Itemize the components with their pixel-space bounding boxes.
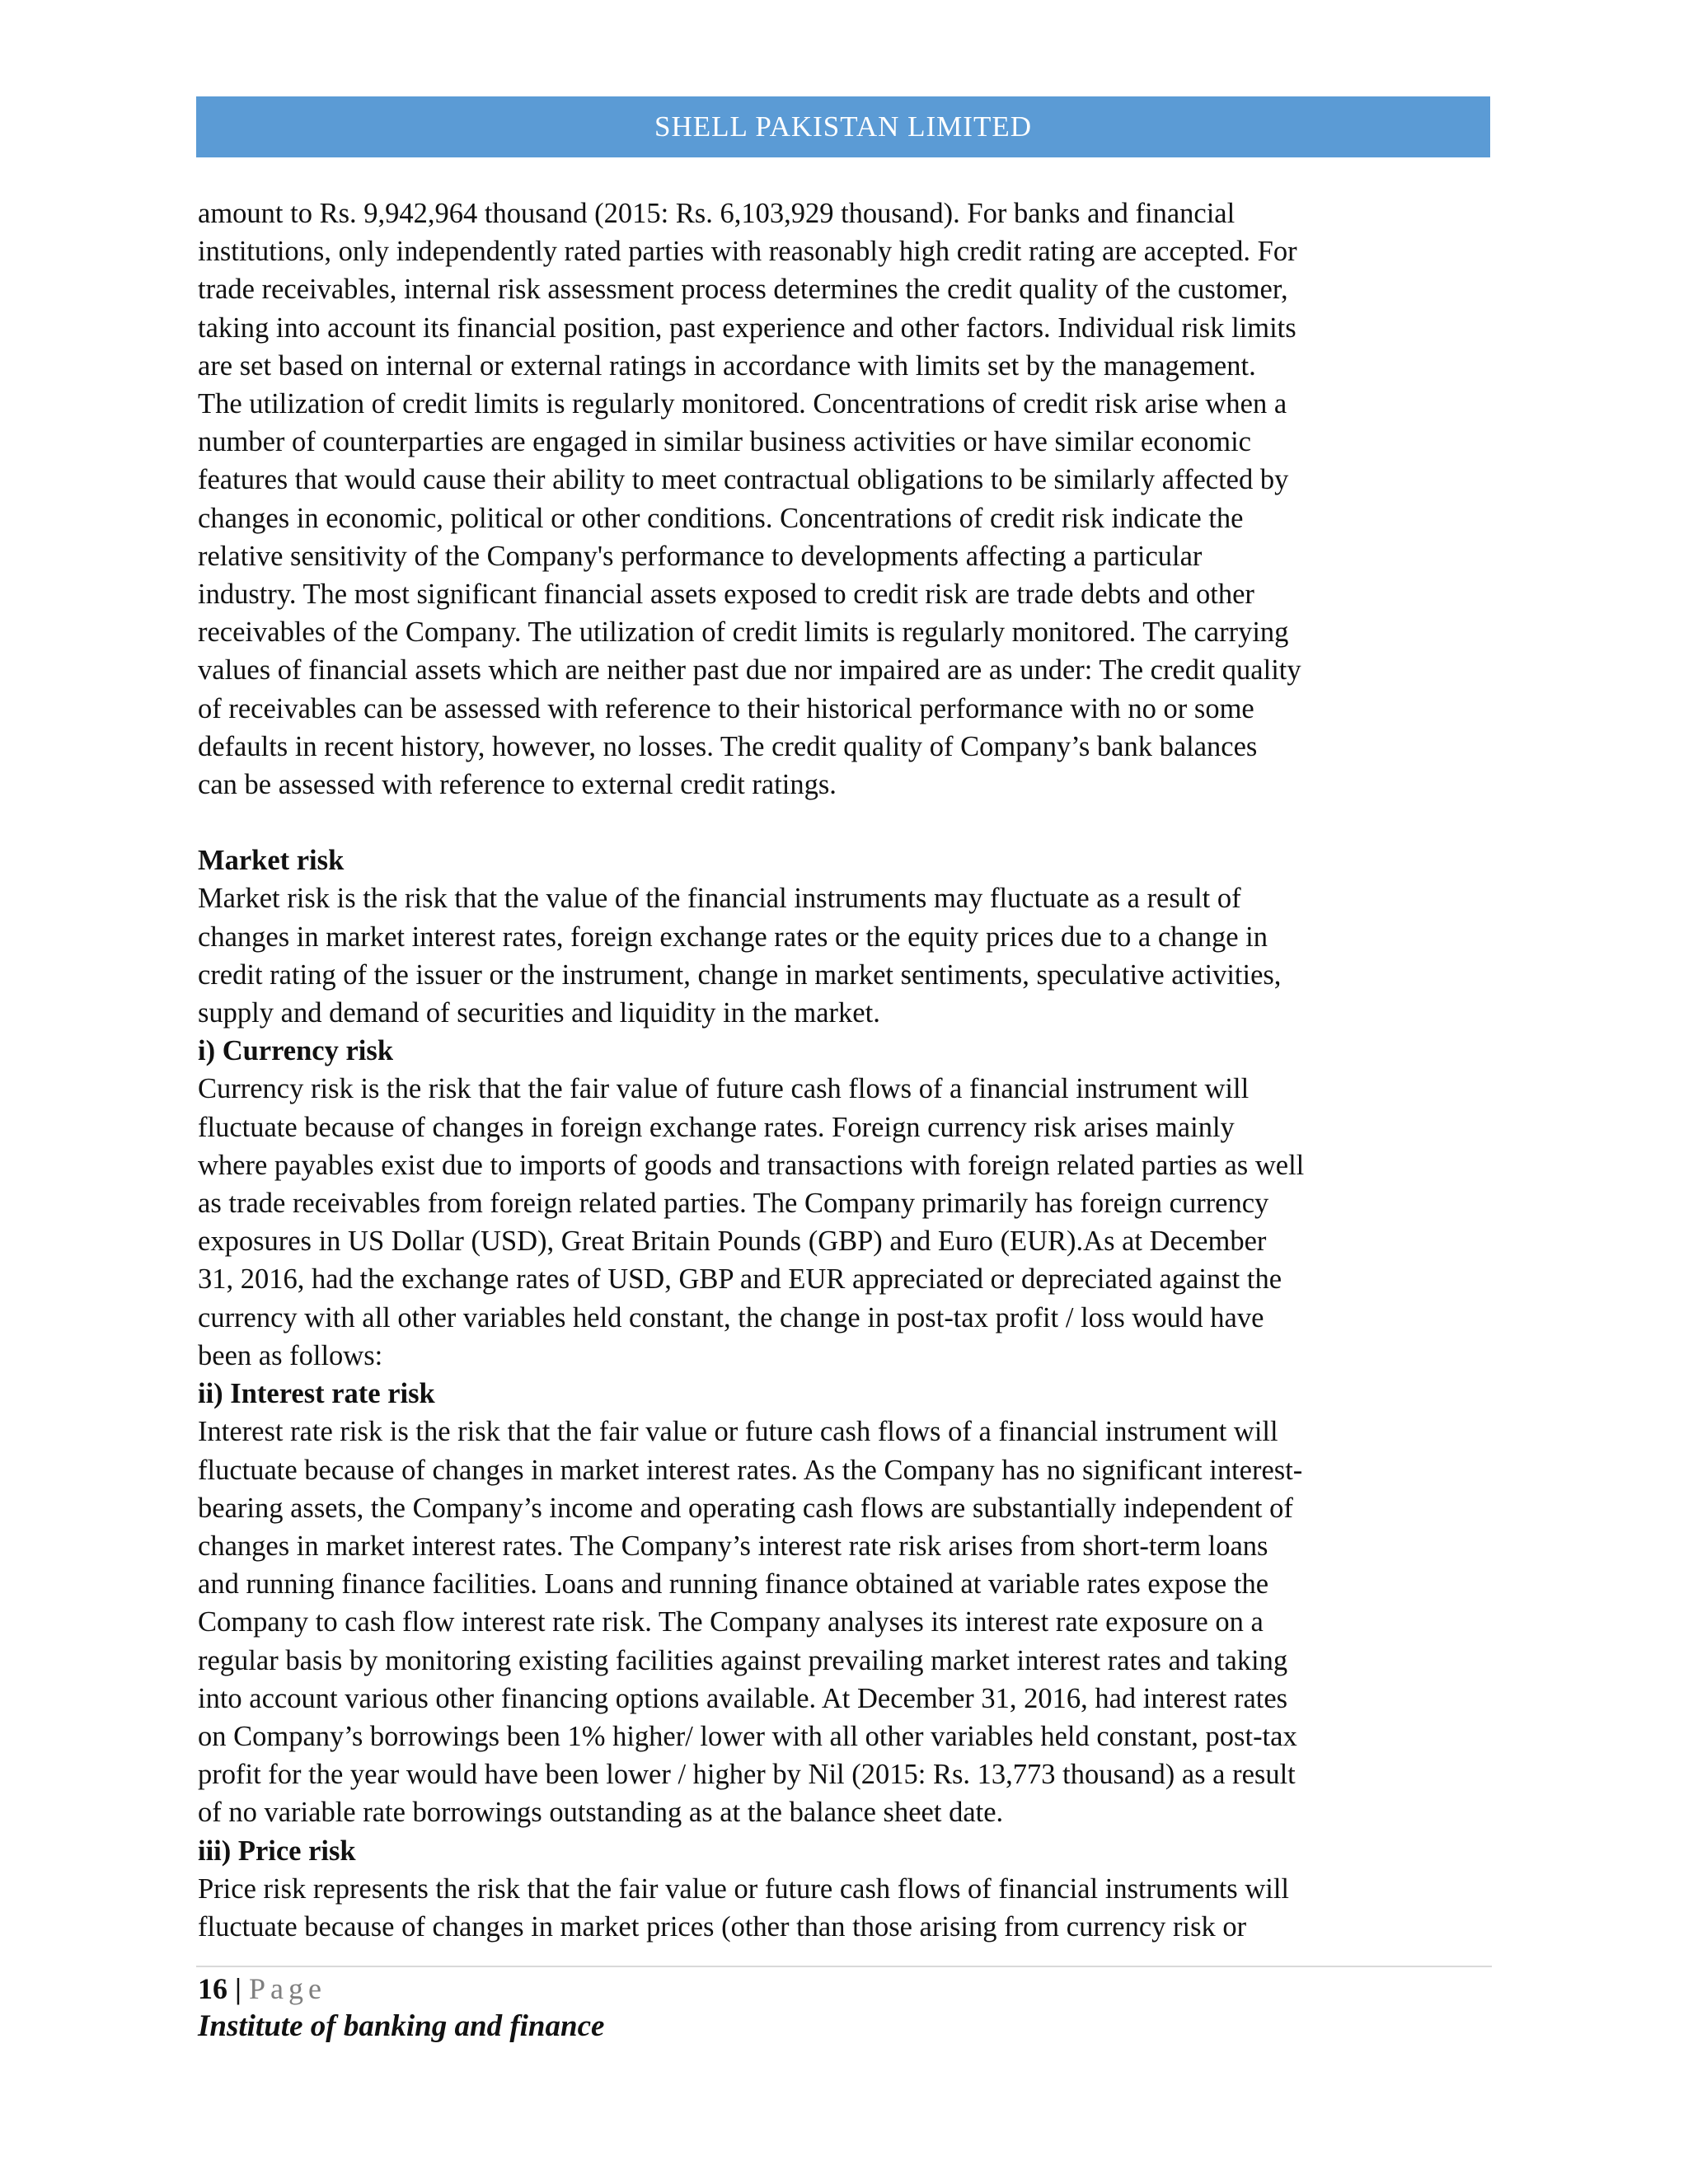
- page-label: Page: [248, 1972, 326, 2005]
- paragraph-line: number of counterparties are engaged in similar business activities or have similar economic: [198, 426, 1251, 458]
- interest-rate-risk-heading: ii) Interest rate risk: [198, 1378, 435, 1410]
- currency-risk-section: [198, 1032, 1496, 1375]
- paragraph-line: trade receivables, internal risk assessment process determines the credit quality of the customer,: [198, 274, 1288, 306]
- paragraph-line: amount to Rs. 9,942,964 thousand (2015: Rs. 6,103,929 thousand). For banks and financial: [198, 198, 1236, 229]
- credit-risk-paragraph: [198, 194, 1496, 804]
- paragraph-line: currency with all other variables held constant, the change in post-tax profit / loss would have: [198, 1301, 1264, 1333]
- page-body: [198, 194, 1496, 1946]
- paragraph-line: Price risk represents the risk that the fair value or future cash flows of financial instruments will: [198, 1872, 1290, 1905]
- paragraph-line: fluctuate because of changes in market prices (other than those arising from currency risk or: [198, 1910, 1247, 1943]
- document-header: SHELL PAKISTAN LIMITED: [196, 96, 1490, 157]
- paragraph-line: changes in market interest rates. The Company’s interest rate risk arises from short-term loans: [198, 1530, 1268, 1562]
- market-risk-section: [198, 841, 1496, 1032]
- paragraph-line: profit for the year would have been lower / higher by Nil (2015: Rs. 13,773 thousand) as a result: [198, 1759, 1296, 1791]
- paragraph-line: Currency risk is the risk that the fair value of future cash flows of a financial instrument will: [198, 1073, 1250, 1105]
- paragraph-line: features that would cause their ability to meet contractual obligations to be similarly affected by: [198, 464, 1289, 496]
- paragraph-line: regular basis by monitoring existing facilities against prevailing market interest rates and taking: [198, 1644, 1288, 1676]
- paragraph-line: as trade receivables from foreign related parties. The Company primarily has foreign currency: [198, 1188, 1269, 1220]
- institute-name: Institute of banking and finance: [198, 2009, 605, 2043]
- interest-rate-risk-section: [198, 1375, 1496, 1831]
- paragraph-line: been as follows:: [198, 1339, 383, 1371]
- page-separator: |: [235, 1972, 241, 2005]
- paragraph-line: values of financial assets which are neither past due nor impaired are as under: The credit quality: [198, 654, 1301, 687]
- paragraph-line: fluctuate because of changes in market interest rates. As the Company has no significant interest-: [198, 1454, 1303, 1486]
- footer-divider: [196, 1966, 1492, 1967]
- paragraph-line: supply and demand of securities and liquidity in the market.: [198, 997, 880, 1029]
- paragraph-line: changes in market interest rates, foreign exchange rates or the equity prices due to a change in: [198, 921, 1268, 953]
- paragraph-line: where payables exist due to imports of goods and transactions with foreign related parties as well: [198, 1149, 1305, 1181]
- paragraph-line: credit rating of the issuer or the instrument, change in market sentiments, speculative activities,: [198, 958, 1282, 991]
- paragraph-line: bearing assets, the Company’s income and operating cash flows are substantially independent of: [198, 1492, 1293, 1524]
- paragraph-line: The utilization of credit limits is regularly monitored. Concentrations of credit risk arise when a: [198, 388, 1287, 420]
- paragraph-spacer: [198, 804, 1496, 841]
- paragraph-line: industry. The most significant financial assets exposed to credit risk are trade debts and other: [198, 579, 1254, 611]
- paragraph-line: of receivables can be assessed with reference to their historical performance with no or some: [198, 692, 1254, 724]
- paragraph-line: fluctuate because of changes in foreign exchange rates. Foreign currency risk arises mainly: [198, 1111, 1235, 1143]
- paragraph-line: taking into account its financial position, past experience and other factors. Individual risk limits: [198, 312, 1296, 344]
- price-risk-section: [198, 1832, 1496, 1947]
- currency-risk-heading: i) Currency risk: [198, 1035, 394, 1067]
- paragraph-line: can be assessed with reference to external credit ratings.: [198, 769, 837, 801]
- paragraph-line: receivables of the Company. The utilization of credit limits is regularly monitored. The carrying: [198, 616, 1289, 649]
- paragraph-line: 31, 2016, had the exchange rates of USD, GBP and EUR appreciated or depreciated against the: [198, 1263, 1282, 1296]
- paragraph-line: on Company’s borrowings been 1% higher/ lower with all other variables held constant, post-tax: [198, 1720, 1297, 1752]
- market-risk-heading: Market risk: [198, 845, 345, 877]
- paragraph-line: of no variable rate borrowings outstanding as at the balance sheet date.: [198, 1797, 1004, 1829]
- paragraph-line: into account various other financing options available. At December 31, 2016, had interest rates: [198, 1682, 1288, 1714]
- price-risk-heading: iii) Price risk: [198, 1835, 356, 1867]
- paragraph-line: are set based on internal or external ratings in accordance with limits set by the management.: [198, 349, 1256, 382]
- paragraph-line: institutions, only independently rated parties with reasonably high credit rating are accepted. For: [198, 236, 1297, 268]
- paragraph-line: relative sensitivity of the Company's performance to developments affecting a particular: [198, 540, 1203, 572]
- page-number: 16: [198, 1972, 227, 2005]
- paragraph-line: defaults in recent history, however, no losses. The credit quality of Company’s bank balances: [198, 730, 1258, 762]
- paragraph-line: Interest rate risk is the risk that the fair value or future cash flows of a financial instrument will: [198, 1416, 1278, 1448]
- paragraph-line: exposures in US Dollar (USD), Great Britain Pounds (GBP) and Euro (EUR).As at December: [198, 1226, 1267, 1258]
- page-number-footer: [198, 1970, 326, 2008]
- paragraph-line: Market risk is the risk that the value of the financial instruments may fluctuate as a result of: [198, 883, 1241, 915]
- paragraph-line: Company to cash flow interest rate risk. The Company analyses its interest rate exposure on a: [198, 1606, 1264, 1638]
- paragraph-line: changes in economic, political or other conditions. Concentrations of credit risk indicate the: [198, 502, 1244, 534]
- paragraph-line: and running finance facilities. Loans and running finance obtained at variable rates expose the: [198, 1568, 1269, 1601]
